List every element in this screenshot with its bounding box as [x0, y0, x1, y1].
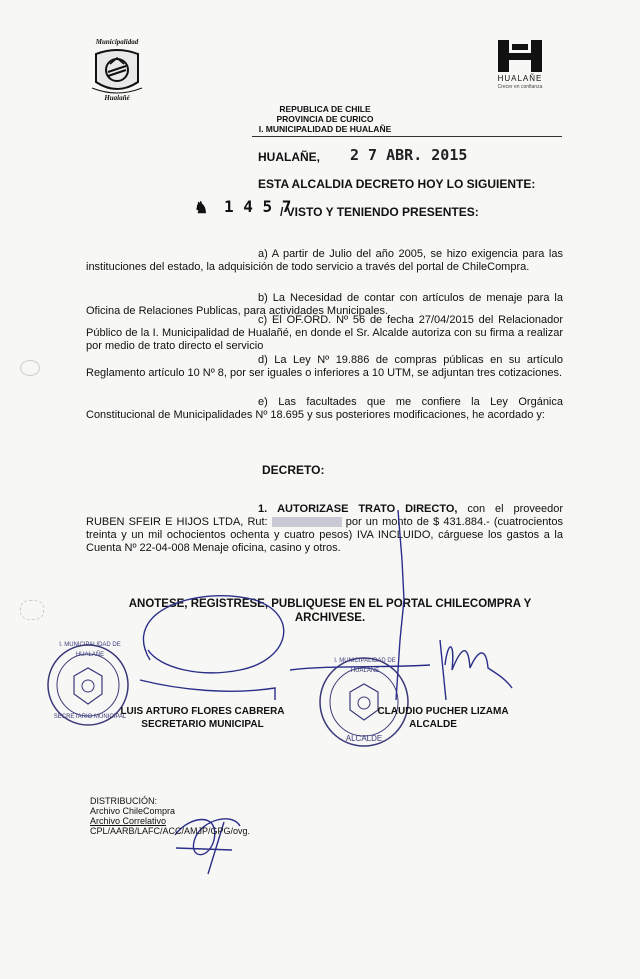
header-republic: REPUBLICA DE CHILE — [279, 104, 371, 114]
left-seal-top-text: I. MUNICIPALIDAD DE HUALAÑE — [59, 642, 121, 658]
visto-heading: / VISTO Y TENIENDO PRESENTES: — [280, 205, 479, 219]
scan-hole-mark — [20, 360, 40, 376]
distribution-title: DISTRIBUCIÓN: — [90, 796, 158, 806]
secretary-signature — [140, 596, 284, 700]
distribution-initials: CPL/AARB/LAFC/ACC/AMJP/GPG/ovg. — [90, 826, 251, 836]
date-stamp: 2 7 ABR. 2015 — [350, 146, 468, 164]
crest-bottom-text: Hualañé — [104, 94, 130, 102]
article-text-amount: por un monto de $ 431.884.- (cuatrocientos treinta y un mil ochocientos ochenta y cuatro pesos) IVA INCLUIDO, cárguese los gastos a la Cuenta Nº 22-04-008 Menaje oficina, casino y otros. — [86, 516, 563, 554]
anotese-line2: ARCHIVESE. — [294, 612, 366, 624]
article-text-provider: con el proveedor RUBEN SFEIR E HIJOS LTDA, Rut: — [86, 503, 564, 528]
consideration-a: a) A partir de Julio del año 2005, se hizo exigencia para las instituciones del estado, la adquisición de todo servicio a través del portal de ChileCompra. — [86, 248, 563, 273]
brand-name: HUALAÑE — [497, 74, 543, 83]
mayor-title: ALCALDE — [409, 719, 457, 730]
consideration-b: b) La Necesidad de contar con artículos de menaje para la Oficina de Relaciones Publicas, para actividades Municipales. — [86, 292, 563, 317]
date-city: HUALAÑE, — [258, 150, 320, 164]
right-seal-bottom-text: ALCALDE — [345, 734, 383, 743]
decreto-title: DECRETO: — [262, 463, 325, 477]
article-number: 1. — [258, 503, 268, 515]
header-municipality: I. MUNICIPALIDAD DE HUALAÑE — [258, 124, 392, 134]
consideration-e: e) Las facultades que me confiere la Ley Orgánica Constitucional de Municipalidades Nº 18.695 y sus posteriores modificaciones, he acordado y: — [86, 396, 563, 421]
secretary-title: SECRETARIO MUNICIPAL — [141, 719, 264, 730]
intro-statement: ESTA ALCALDIA DECRETO HOY LO SIGUIENTE: — [258, 177, 536, 191]
left-seal-bottom-text: SECRETARIO MUNICIPAL — [53, 714, 127, 720]
consideration-d: d) La Ley Nº 19.886 de compras públicas en su artículo Reglamento artículo 10 Nº 8, por ser iguales o inferiores a 10 UTM, se adjuntan tres cotizaciones. — [86, 354, 563, 379]
distribution-item-correlativo: Archivo Correlativo — [90, 816, 167, 826]
scan-hole-mark — [20, 600, 44, 620]
decree-number: 1 4 5 7 — [224, 197, 292, 216]
mayor-name: CLAUDIO PUCHER LIZAMA — [377, 706, 509, 717]
brand-tagline: Crecer en confianza — [497, 84, 543, 90]
crest-top-text: Municipalidad — [95, 38, 139, 46]
decree-stamp-mark: ♞ — [194, 200, 209, 217]
distribution-item-chilecompra: Archivo ChileCompra — [90, 806, 176, 816]
anotese-line1: ANOTESE, REGISTRESE, PUBLIQUESE EN EL PORTAL CHILECOMPRA Y — [128, 598, 532, 610]
article-title: AUTORIZASE TRATO DIRECTO, — [277, 503, 458, 515]
right-seal-top-text: I. MUNICIPALIDAD DE HUALAÑE — [334, 658, 396, 674]
consideration-c: c) El OF.ORD. Nº 56 de fecha 27/04/2015 del Relacionador Público de la I. Municipalidad de Hualañé, en donde el Sr. Alcalde autoriza con su firma a realizar por medio de trato directo el servicio — [86, 314, 563, 352]
secretary-name: LUIS ARTURO FLORES CABRERA — [120, 706, 285, 717]
header-province: PROVINCIA DE CURICO — [276, 114, 374, 124]
